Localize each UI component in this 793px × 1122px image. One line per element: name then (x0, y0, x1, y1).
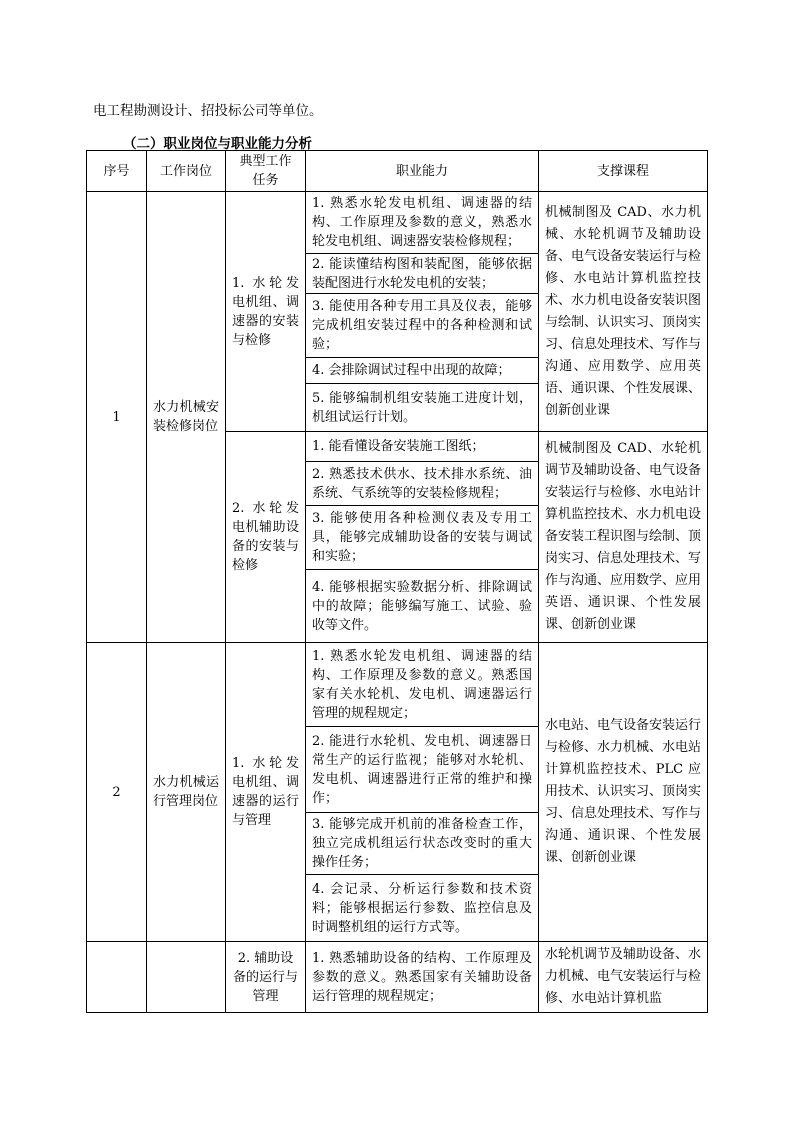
header-post: 工作岗位 (147, 151, 226, 192)
ability-item: 4. 能够根据实验数据分析、排除调试中的故障；能够编写施工、试验、验收等文件。 (312, 579, 532, 633)
ability-list (306, 643, 539, 942)
job-ability-table (86, 150, 708, 1013)
ability-item: 3. 能够使用各种检测仪表及专用工具，能够完成辅助设备的安装与调试和实验； (306, 506, 538, 570)
ability-item: 2. 熟悉技术供水、技术排水系统、油系统、气系统等的安装检修规程； (306, 462, 538, 506)
ability-item: 1. 熟悉辅助设备的结构、工作原理及参数的意义。熟悉国家有关辅助设备运行管理的规程规定； (312, 950, 532, 1004)
typical-task: 2. 水轮发电机辅助设备的安装与检修 (226, 432, 306, 643)
ability-item: 2. 能读懂结构图和装配图，能够依据装配图进行水轮发电机的安装； (306, 254, 538, 294)
typical-task: 2. 辅助设备的运行与管理 (226, 942, 306, 1013)
typical-task: 1. 水轮发电机组、调速器的运行与管理 (226, 643, 306, 942)
job-post: 水力机械运行管理岗位 (147, 643, 226, 942)
intro-line: 电工程勘测设计、招投标公司等单位。 (93, 103, 323, 119)
job-post: 水力机械安装检修岗位 (147, 192, 226, 643)
ability-item: 5. 能够编制机组安装施工进度计划，机组试运行计划。 (312, 390, 532, 425)
ability-item: 1. 能看懂设备安装施工图纸； (306, 432, 538, 462)
ability-list (306, 432, 539, 643)
header-task: 典型工作任务 (226, 151, 306, 192)
ability-list (306, 192, 539, 432)
row-number: 2 (87, 643, 147, 942)
section-heading: （二）职业岗位与职业能力分析 (123, 136, 312, 152)
row-number: 1 (87, 192, 147, 643)
ability-item: 4. 会记录、分析运行参数和技术资料；能够根据运行参数、监控信息及时调整机组的运行方式等。 (312, 881, 532, 935)
header-ability: 职业能力 (306, 151, 539, 192)
table-row (87, 643, 708, 942)
ability-item: 2. 能进行水轮机、发电机、调速器日常生产的运行监视；能够对水轮机、发电机、调速器进行正常的维护和操作； (306, 727, 538, 813)
job-post (147, 942, 226, 1013)
ability-item: 3. 能够完成开机前的准备检查工作，独立完成机组运行状态改变时的重大操作任务； (306, 813, 538, 875)
support-courses: 水轮机调节及辅助设备、水力机械、电气安装运行与检修、水电站计算机监 (539, 942, 708, 1013)
support-courses: 机械制图及 CAD、水轮机调节及辅助设备、电气设备安装运行与检修、水电站计算机监控技术、水力机电设备安装工程识图与绘制、顶岗实习、信息处理技术、写作与沟通、应用数学、应用英语、通识课、个性发展课、创新创业课 (539, 432, 708, 643)
table-row (87, 942, 708, 1013)
header-num: 序号 (87, 151, 147, 192)
typical-task: 1. 水轮发电机组、调速器的安装与检修 (226, 192, 306, 432)
support-courses: 机械制图及 CAD、水力机械、水轮机调节及辅助设备、电气设备安装运行与检修、水电站计算机监控技术、水力机电设备安装识图与绘制、认识实习、顶岗实习、信息处理技术、写作与沟通、应用数学、应用英语、通识课、个性发展课、创新创业课 (539, 192, 708, 432)
ability-list (306, 942, 539, 1013)
header-course: 支撑课程 (539, 151, 708, 192)
ability-item: 4. 会排除调试过程中出现的故障； (306, 358, 538, 384)
ability-item: 1. 熟悉水轮发电机组、调速器的结构、工作原理及参数的意义。熟悉国家有关水轮机、发电机、调速器运行管理的规程规定； (306, 643, 538, 727)
ability-item: 3. 能使用各种专用工具及仪表，能够完成机组安装过程中的各种检测和试验； (306, 294, 538, 358)
row-number (87, 942, 147, 1013)
table-row (87, 192, 708, 432)
ability-item: 1. 熟悉水轮发电机组、调速器的结构、工作原理及参数的意义，熟悉水轮发电机组、调速器安装检修规程； (306, 192, 538, 254)
table-header-row (87, 151, 708, 192)
support-courses: 水电站、电气设备安装运行与检修、水力机械、水电站计算机监控技术、PLC 应用技术、认识实习、顶岗实习、信息处理技术、写作与沟通、通识课、个性发展课、创新创业课 (539, 643, 708, 942)
